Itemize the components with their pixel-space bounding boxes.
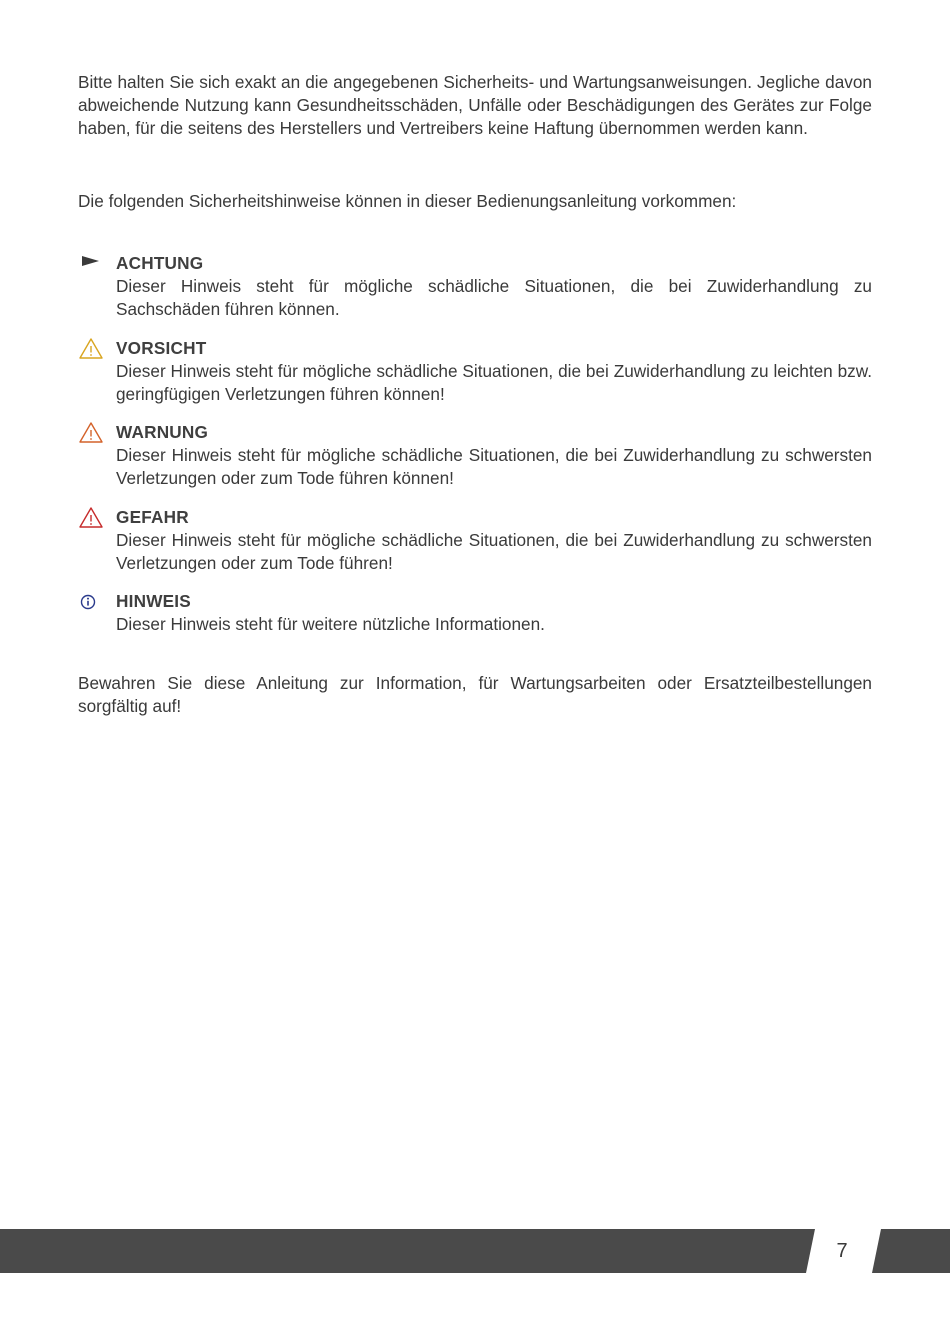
notice-title: ACHTUNG [116,253,204,273]
notice-text: Dieser Hinweis steht für weitere nützliche Informationen. [116,614,545,634]
footer-bar-left [0,1229,815,1273]
warning-triangle-yellow-icon [78,337,104,361]
footer-bar [0,1229,950,1273]
info-circle-icon [78,590,104,614]
notice-warnung [78,421,872,490]
warning-triangle-red-icon [78,506,104,530]
notice-vorsicht [78,337,872,406]
pointer-triangle-icon [78,252,104,276]
intro-paragraph: Bitte halten Sie sich exakt an die angegebenen Sicherheits- und Wartungsanweisungen. Jegliche davon abweichende Nutzung kann Gesundheitsschäden, Unfälle oder Beschädigungen des Gerätes zur Folge haben, für die seitens des Herstellers und Vertreibers keine Haftung übernommen werden kann. [78,72,872,138]
warning-triangle-orange-icon [78,421,104,445]
page-number: 7 [836,1240,848,1262]
notice-text: Dieser Hinweis steht für mögliche schädliche Situationen, die bei Zuwiderhandlung zu schwersten Verletzungen oder zum Tode führen können! [116,445,872,488]
footer-bar-right [872,1229,950,1273]
notice-title: WARNUNG [116,422,209,442]
notice-text: Dieser Hinweis steht für mögliche schädliche Situationen, die bei Zuwiderhandlung zu schwersten Verletzungen oder zum Tode führen! [116,530,872,573]
notice-achtung [78,252,872,321]
notice-hinweis [78,590,872,636]
notice-title: HINWEIS [116,591,191,611]
notice-gefahr [78,506,872,575]
legend-intro-paragraph: Die folgenden Sicherheitshinweise können in dieser Bedienungsanleitung vorkommen: [78,191,737,211]
closing-paragraph: Bewahren Sie diese Anleitung zur Information, für Wartungsarbeiten oder Ersatzteilbestellungen sorgfältig auf! [78,673,872,716]
notice-title: GEFAHR [116,507,189,527]
notice-text: Dieser Hinweis steht für mögliche schädliche Situationen, die bei Zuwiderhandlung zu Sachschäden führen können. [116,276,872,319]
notice-title: VORSICHT [116,338,207,358]
notice-text: Dieser Hinweis steht für mögliche schädliche Situationen, die bei Zuwiderhandlung zu leichten bzw. geringfügigen Verletzungen führen können! [116,361,872,404]
